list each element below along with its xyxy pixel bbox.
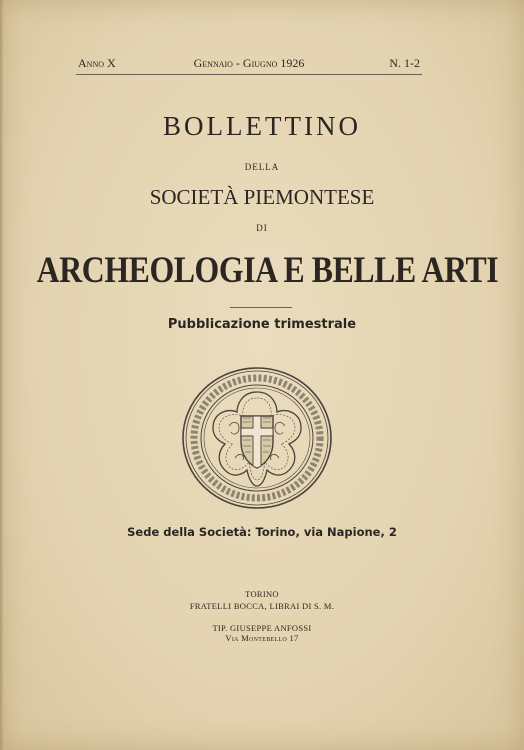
header-divider	[76, 74, 422, 75]
imprint-address: Via Montebello 17	[225, 633, 299, 643]
title-di: DI	[256, 223, 268, 233]
imprint-publisher: FRATELLI BOCCA, LIBRAI DI S. M.	[189, 601, 335, 611]
society-seal-icon	[181, 366, 333, 510]
publication-frequency: Pubblicazione trimestrale	[167, 317, 357, 332]
imprint-city: TORINO	[245, 589, 279, 599]
subject-title: ARCHEOLOGIA E BELLE ARTI	[36, 250, 499, 291]
imprint-printer: TIP. GIUSEPPE ANFOSSI	[212, 623, 312, 633]
volume-label: Anno X	[78, 56, 116, 70]
issue-number: N. 1-2	[389, 56, 420, 70]
society-seat: Sede della Società: Torino, via Napione, 2	[127, 525, 397, 539]
bulletin-title: BOLLETTINO	[163, 111, 361, 141]
title-della: DELLA	[244, 162, 280, 172]
issue-date: Gennaio - Giugno 1926	[193, 56, 305, 70]
society-name: SOCIETÀ PIEMONTESE	[149, 185, 375, 209]
cover-header	[78, 56, 420, 72]
title-divider	[230, 307, 292, 308]
